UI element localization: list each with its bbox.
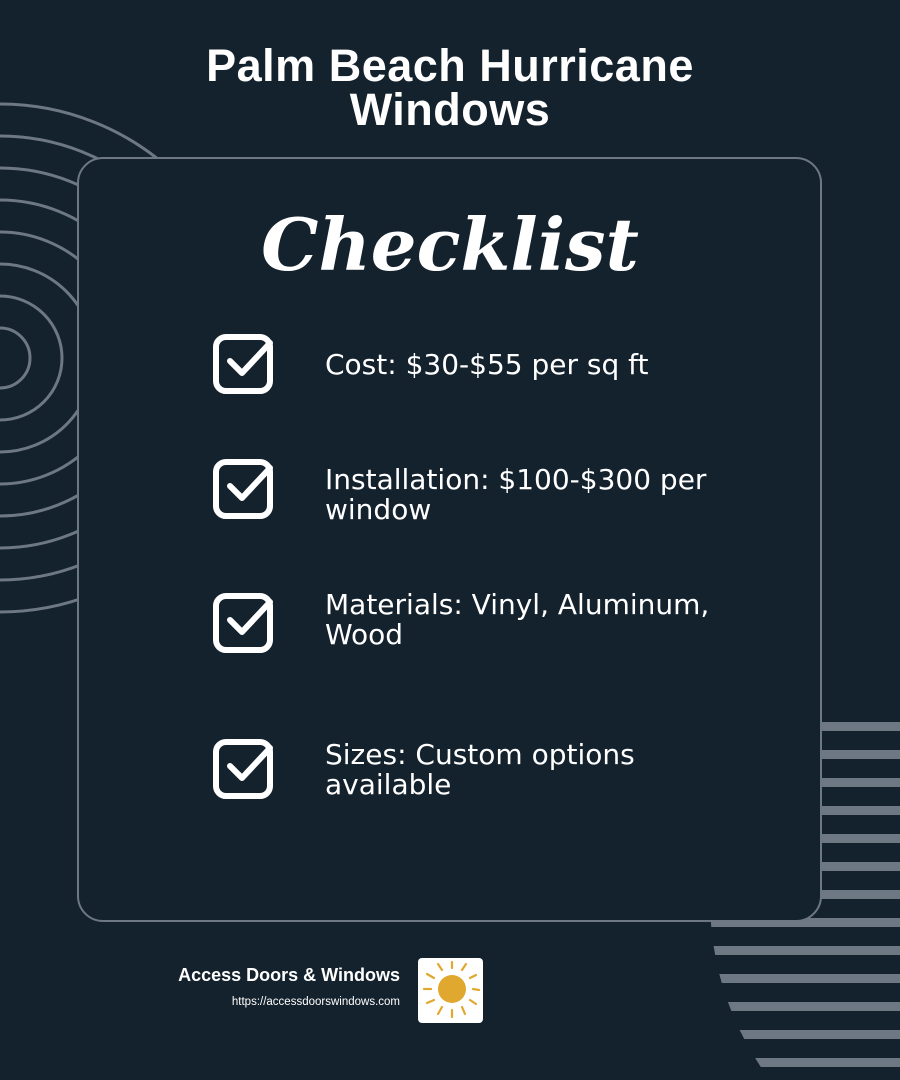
checklist-heading: Checklist: [261, 202, 639, 287]
page-title: [0, 40, 900, 135]
page-title-line1: Palm Beach Hurricane: [206, 40, 694, 91]
company-name: Access Doors & Windows: [178, 965, 400, 985]
checkbox-checked-icon: [212, 333, 274, 395]
checklist-item-label: Cost: $30-$55 per sq ft: [325, 348, 649, 381]
checkbox-checked-icon: [212, 738, 274, 800]
sun-icon: [418, 958, 483, 1023]
checkbox-checked-icon: [212, 458, 274, 520]
company-logo: [418, 958, 483, 1023]
checklist-item-label: Installation: $100-$300 per window: [325, 463, 707, 526]
checkbox-checked-icon: [212, 592, 274, 654]
company-url[interactable]: https://accessdoorswindows.com: [231, 996, 400, 1008]
page-title-line2: Windows: [349, 84, 551, 135]
checklist-item-label: Sizes: Custom options available: [325, 738, 635, 801]
checklist-item-label: Materials: Vinyl, Aluminum, Wood: [325, 588, 710, 651]
